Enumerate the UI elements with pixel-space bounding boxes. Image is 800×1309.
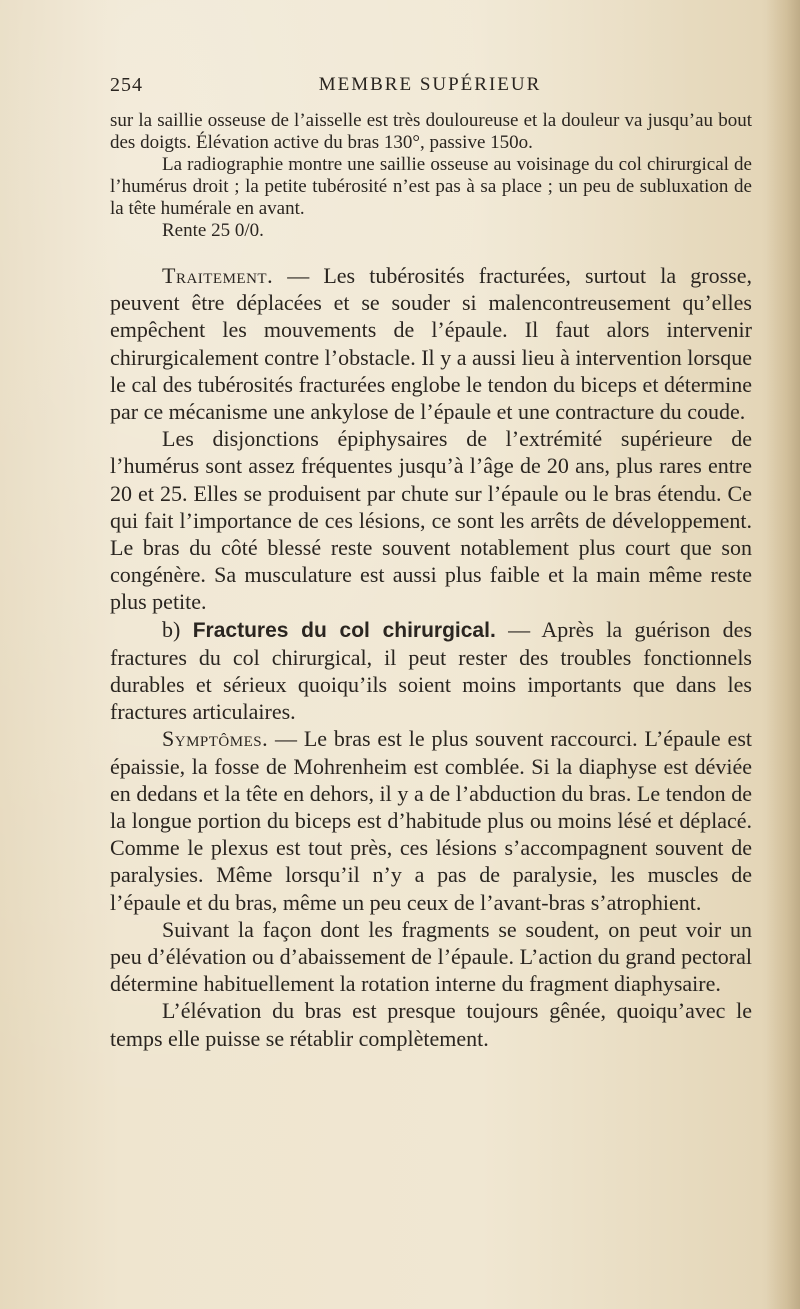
page-edge-shadow bbox=[766, 0, 800, 1309]
section-gap bbox=[110, 242, 752, 262]
paragraph-disjonctions bbox=[110, 425, 752, 615]
paragraph-text: Les disjonctions épiphysaires de l’extrémité supérieure de l’humérus sont assez fréquentes jusqu’à l’âge de 20 ans, plus rares entre 20 et 25. Elles se produisent par chute sur l’épaule ou le bras étendu. Ce qui fait l’importance de ces lésions, ce sont les arrêts de développement. Le bras du côté blessé reste souvent notablement plus court que son congénère. Sa musculature est aussi plus faible et la main même reste plus petite. bbox=[110, 426, 752, 615]
paragraph-traitement bbox=[110, 262, 752, 425]
running-head: MEMBRE SUPÉRIEUR bbox=[318, 74, 542, 95]
paragraph-text: L’élévation du bras est presque toujours gênée, quoiqu’avec le temps elle puisse se rétablir complètement. bbox=[110, 998, 752, 1051]
paragraph-radiography bbox=[110, 154, 752, 220]
paragraph-case-continuation bbox=[110, 110, 752, 154]
paragraph-text: Rente 25 0/0. bbox=[162, 220, 264, 241]
paragraph-fractures-col bbox=[110, 616, 752, 726]
paragraph-text: La radiographie montre une saillie osseuse au voisinage du col chirurgical de l’humérus droit ; la petite tubérosité n’est pas à sa place ; un peu de subluxation de la tête humérale en avant. bbox=[110, 154, 752, 219]
page-header bbox=[110, 74, 730, 98]
paragraph-text: sur la saillie osseuse de l’aisselle est très douloureuse et la douleur va jusqu’au bout des doigts. Élévation active du bras 130°, passive 150o. bbox=[110, 110, 752, 153]
list-marker: b) bbox=[162, 616, 193, 642]
paragraph-text: — Après la guérison des fractures du col chirurgical, il peut rester des troubles fonctionnels durables et sérieux quoiqu’ils soient moins importants que dans les fractures articulaires. bbox=[110, 616, 753, 725]
page-body bbox=[110, 110, 752, 1052]
paragraph-elevation bbox=[110, 997, 752, 1051]
paragraph-rente bbox=[110, 220, 752, 242]
paragraph-text: Suivant la façon dont les fragments se soudent, on peut voir un peu d’élévation ou d’abaissement de l’épaule. L’action du grand pectoral détermine habituellement la rotation interne du fragment diaphysaire. bbox=[110, 916, 752, 997]
paragraph-symptomes bbox=[110, 725, 752, 915]
section-label-symptomes: Symptômes. bbox=[162, 726, 269, 752]
paragraph-text: — Le bras est le plus souvent raccourci. L’épaule est épaissie, la fosse de Mohrenheim est comblée. Si la diaphyse est déviée en dedans et la tête en dehors, il y a de l’abduction du bras. Le tendon de la longue portion du biceps est d’habitude plus ou moins lésé et déplacé. Comme le plexus est tout près, ces lésions s’accompagnent souvent de paralysies. Même lorsqu’il n’y a pas de paralysie, les muscles de l’épaule et du bras, même un peu ceux de l’avant-bras s’atrophient. bbox=[110, 726, 752, 915]
section-label-traitement: Traitement. bbox=[162, 263, 274, 288]
section-heading-fractures: Fractures du col chirurgical. bbox=[192, 618, 496, 642]
page-number: 254 bbox=[110, 74, 143, 96]
paragraph-text: — Les tubérosités fracturées, surtout la grosse, peuvent être déplacées et se souder si malencontreusement qu’elles empêchent les mouvements de l’épaule. Il faut alors intervenir chirurgicalement contre l’obstacle. Il y a aussi lieu à intervention lorsque le cal des tubérosités fracturées englobe le tendon du biceps et détermine par ce mécanisme une ankylose de l’épaule et une contracture du coude. bbox=[110, 263, 752, 425]
paragraph-fragments bbox=[110, 916, 752, 998]
